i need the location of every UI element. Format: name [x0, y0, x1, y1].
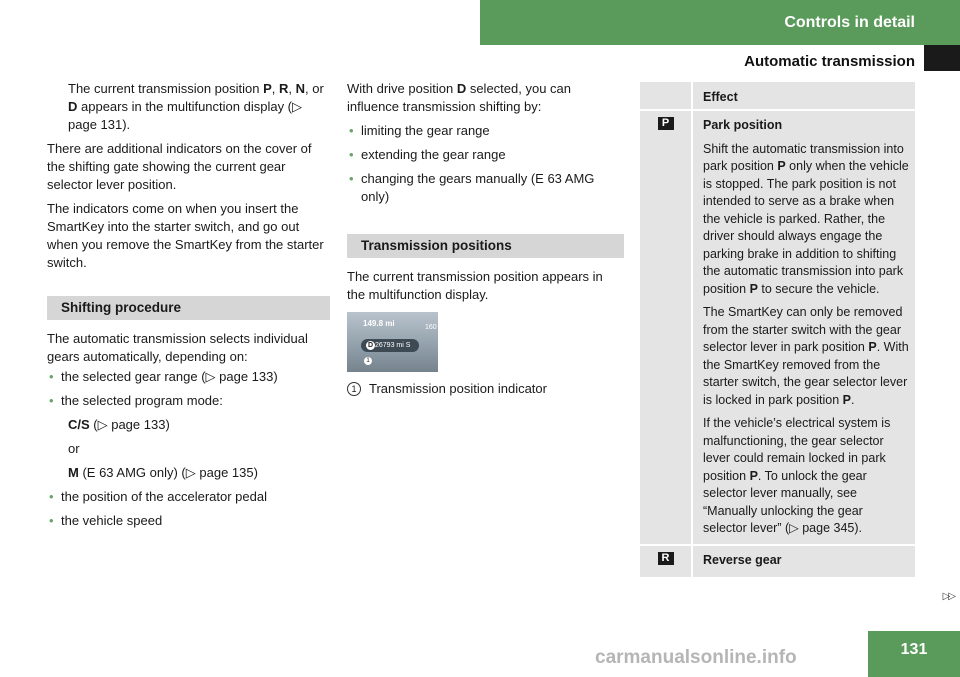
- park-position-icon: P: [658, 117, 674, 130]
- paragraph-drive-position: With drive position D selected, you can influence transmission shifting by:: [347, 81, 572, 114]
- display-marker: 1: [364, 357, 372, 365]
- image-caption: [347, 380, 624, 398]
- table-row: [640, 111, 915, 546]
- display-position: D: [367, 342, 374, 349]
- table-cell-icon: [640, 111, 691, 544]
- display-speed-mark: 160: [425, 324, 437, 331]
- row-paragraph: If the vehicle’s electrical system is malfunctioning, the gear selector lever could remain locked in park position P. To unlock the gear selector lever manually, see “Manually unlocking the gear selector lever” (▷ page 345).: [703, 416, 891, 535]
- list-item: • the vehicle speed: [47, 512, 330, 530]
- section-header: [480, 0, 960, 45]
- header-corner-block: [924, 45, 960, 71]
- mode-or: or: [68, 441, 80, 456]
- reverse-gear-icon: R: [658, 552, 674, 565]
- paragraph-indicators: There are additional indicators on the cover of the shifting gate showing the current gear selector lever position.: [47, 141, 312, 192]
- row-title: Reverse gear: [703, 552, 782, 567]
- paragraph-indicators-on: The indicators come on when you insert the SmartKey into the starter switch, and go out when you remove the SmartKey from the starter switch.: [47, 201, 324, 270]
- paragraph-current-position: The current transmission position P, R, N, or D appears in the multifunction display (▷ page 131).: [68, 81, 324, 132]
- display-speed: 149.8 mi: [363, 319, 395, 328]
- watermark: carmanualsonline.info: [595, 647, 797, 668]
- list-item: • extending the gear range: [347, 146, 624, 164]
- multifunction-display-image: [347, 312, 438, 372]
- table-cell-effect: [693, 546, 915, 578]
- subsection-title: Automatic transmission: [744, 53, 915, 70]
- table-header-effect: Effect: [693, 82, 915, 109]
- row-paragraph: The SmartKey can only be removed from the starter switch with the gear selector lever in park position P. With the SmartKey removed from the starter switch, the gear selector lever is locked in park position P.: [703, 305, 909, 407]
- table-header-cell: [640, 82, 691, 109]
- continue-arrow-icon: ▷▷: [942, 591, 954, 602]
- column-left: [47, 80, 330, 536]
- mode-m: M (E 63 AMG only) (▷ page 135): [68, 465, 258, 480]
- caption-text: Transmission position indicator: [369, 381, 547, 396]
- positions-table: [640, 82, 915, 579]
- section-heading-shifting: Shifting procedure: [47, 296, 330, 320]
- list-item: • the selected program mode:: [47, 392, 330, 410]
- paragraph-positions: The current transmission position appears in the multifunction display.: [347, 269, 603, 302]
- table-row: [640, 546, 915, 580]
- page-number: 131: [868, 631, 960, 677]
- paragraph-shifting-intro: The automatic transmission selects individual gears automatically, depending on:: [47, 331, 308, 364]
- mode-cs: C/S (▷ page 133): [68, 417, 170, 432]
- table-cell-icon: [640, 546, 691, 578]
- table-header-row: [640, 82, 915, 111]
- table-cell-effect: [693, 111, 915, 544]
- list-item: • limiting the gear range: [347, 122, 624, 140]
- callout-number-icon: 1: [347, 382, 361, 396]
- display-status-bar: 26793 mi S: [361, 339, 419, 352]
- list-item: • the position of the accelerator pedal: [47, 488, 330, 506]
- section-title: Controls in detail: [784, 13, 915, 31]
- column-middle: [347, 80, 624, 398]
- list-item: • changing the gears manually (E 63 AMG only): [347, 170, 624, 206]
- row-paragraph: Shift the automatic transmission into park position P only when the vehicle is stopped. The park position is not intended to serve as a brake when the vehicle is parked. Rather, the driver should always engage the parking brake in addition to shifting the automatic transmission into park position P to secure the vehicle.: [703, 141, 909, 296]
- section-heading-positions: Transmission positions: [347, 234, 624, 258]
- list-item: • the selected gear range (▷ page 133): [47, 368, 330, 386]
- row-title: Park position: [703, 118, 783, 132]
